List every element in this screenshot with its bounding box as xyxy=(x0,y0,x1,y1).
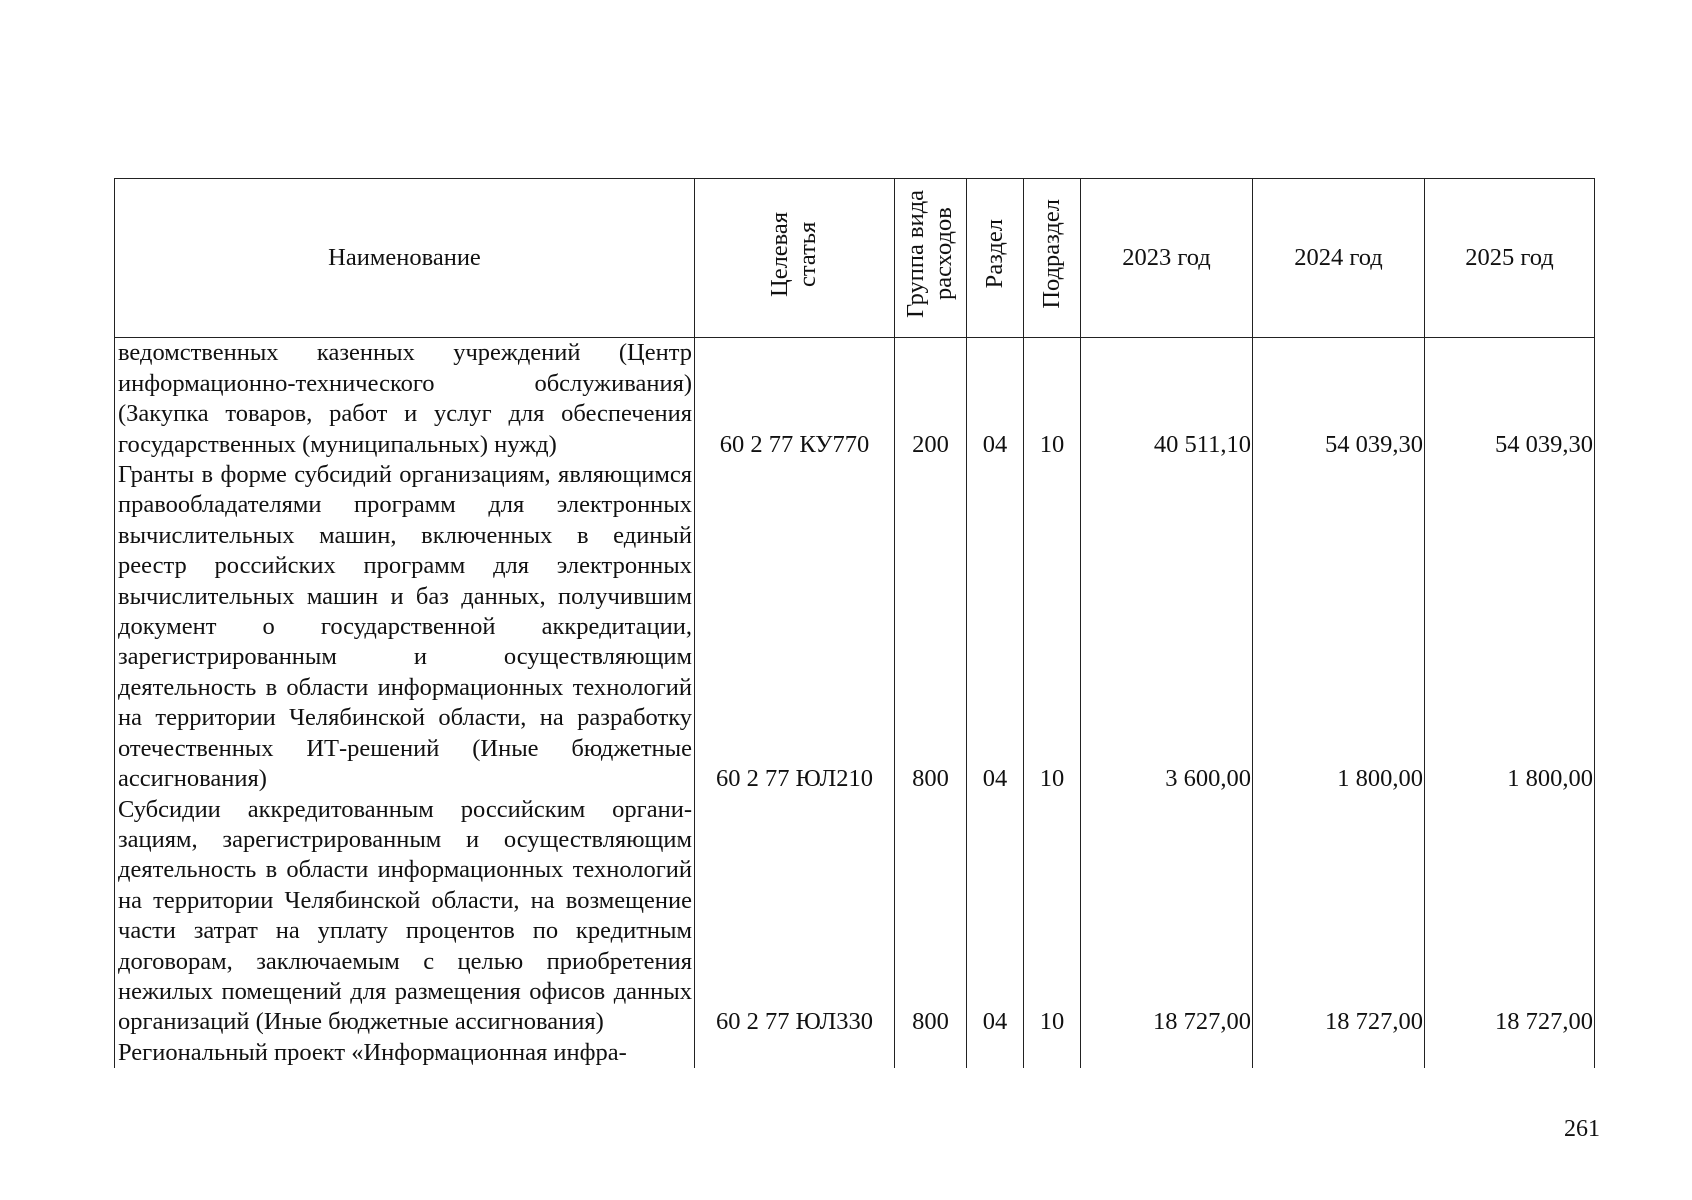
row-subsection: 10 xyxy=(1024,460,1081,794)
table-row xyxy=(115,338,1595,460)
row-2023: 18 727,00 xyxy=(1081,795,1253,1038)
row-section: 04 xyxy=(967,460,1024,794)
header-target-article: Целевая статья xyxy=(695,179,895,338)
row-expense-group xyxy=(895,1038,967,1068)
row-2023: 3 600,00 xyxy=(1081,460,1253,794)
row-name: ведомственных казенных учреждений (Центр информационно-технического обслуживания) (Закупка товаров, работ и услуг для обеспечения государственных (муниципальных) нужд) xyxy=(115,338,695,460)
budget-table xyxy=(114,178,1595,1068)
row-section: 04 xyxy=(967,338,1024,460)
header-expense-group: Группа вида расходов xyxy=(895,179,967,338)
table-row xyxy=(115,795,1595,1038)
row-expense-group: 200 xyxy=(895,338,967,460)
row-2023: 40 511,10 xyxy=(1081,338,1253,460)
row-expense-group: 800 xyxy=(895,795,967,1038)
row-subsection: 10 xyxy=(1024,338,1081,460)
row-target-article: 60 2 77 КУ770 xyxy=(695,338,895,460)
table-row xyxy=(115,460,1595,794)
header-2025: 2025 год xyxy=(1425,179,1595,338)
table-row xyxy=(115,1038,1595,1068)
row-2025: 54 039,30 xyxy=(1425,338,1595,460)
header-section: Раздел xyxy=(967,179,1024,338)
row-target-article xyxy=(695,1038,895,1068)
row-2025: 18 727,00 xyxy=(1425,795,1595,1038)
row-2024: 54 039,30 xyxy=(1253,338,1425,460)
header-2023: 2023 год xyxy=(1081,179,1253,338)
header-subsection: Подраздел xyxy=(1024,179,1081,338)
row-2025: 1 800,00 xyxy=(1425,460,1595,794)
row-target-article: 60 2 77 ЮЛ330 xyxy=(695,795,895,1038)
row-expense-group: 800 xyxy=(895,460,967,794)
row-name: Гранты в форме субсидий организациям, являющимся правообладателями программ для электронных вычислительных машин, включенных в единый реестр российских программ для электронных вычислительных машин и баз данных, получившим документ о государственной аккредитации, зарегистрированным и осуществляющим деятельность в области информационных технологий на территории Челябинской области, на разработку отечественных ИТ-решений (Иные бюджетные ассигнования) xyxy=(115,460,695,794)
row-subsection xyxy=(1024,1038,1081,1068)
row-2024: 1 800,00 xyxy=(1253,460,1425,794)
row-2024 xyxy=(1253,1038,1425,1068)
header-name: Наименование xyxy=(115,179,695,338)
row-2023 xyxy=(1081,1038,1253,1068)
row-2025 xyxy=(1425,1038,1595,1068)
row-name: Региональный проект «Информационная инфра- xyxy=(115,1038,695,1068)
row-section: 04 xyxy=(967,795,1024,1038)
row-2024: 18 727,00 xyxy=(1253,795,1425,1038)
row-subsection: 10 xyxy=(1024,795,1081,1038)
row-name: Субсидии аккредитованным российским организациям, зарегистрированным и осуществляющим деятельность в области информационных технологий на территории Челябинской области, на возмещение части затрат на уплату процентов по кредитным договорам, заключаемым с целью приобретения нежилых помещений для размещения офисов данных организаций (Иные бюджетные ассигнования) xyxy=(115,795,695,1038)
row-section xyxy=(967,1038,1024,1068)
header-2024: 2024 год xyxy=(1253,179,1425,338)
page-number: 261 xyxy=(1564,1116,1600,1142)
header-row xyxy=(115,179,1595,338)
row-target-article: 60 2 77 ЮЛ210 xyxy=(695,460,895,794)
